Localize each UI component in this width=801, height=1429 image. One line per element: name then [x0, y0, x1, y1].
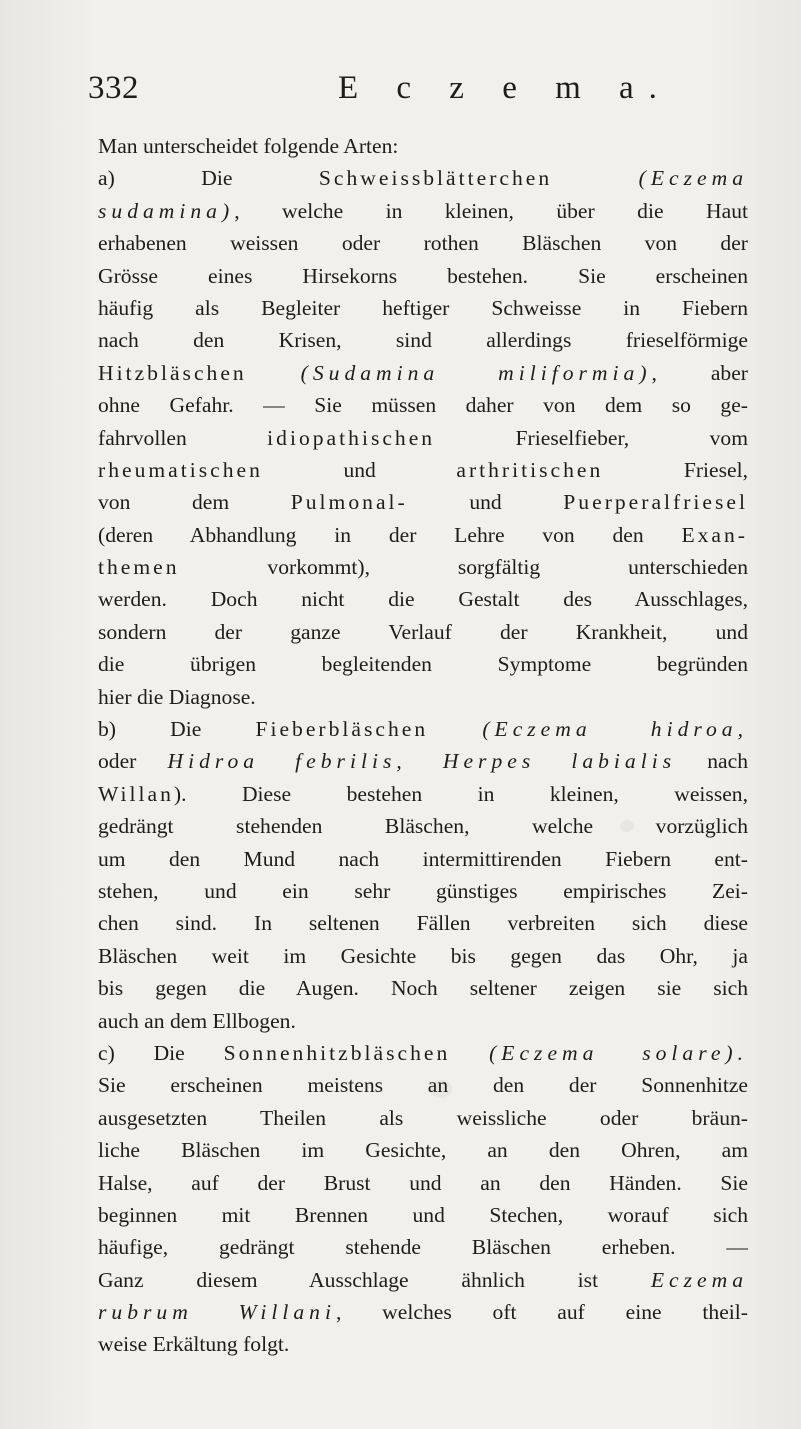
text-line: [98, 389, 748, 421]
text-segment: fahrvollen: [98, 425, 268, 450]
running-title: E c z e m a.: [338, 70, 672, 106]
text-segment: ohne Gefahr. — Sie müssen daher von dem so ge-: [98, 393, 748, 418]
text-line: [98, 972, 748, 1004]
text-segment: Exan-: [681, 522, 748, 547]
text-segment: Eczema: [650, 1267, 748, 1292]
text-segment: (Eczema hidroa,: [482, 717, 748, 742]
text-segment: sudamina): [98, 198, 235, 223]
text-line: [98, 745, 748, 777]
text-segment: von dem: [98, 490, 291, 515]
text-segment: c) Die: [98, 1040, 224, 1065]
text-segment: beginnen mit Brennen und Stechen, worauf sich: [98, 1202, 748, 1227]
text-segment: nach: [676, 749, 748, 774]
text-line: [98, 1199, 748, 1231]
text-segment: Grösse eines Hirsekorns bestehen. Sie erscheinen: [98, 263, 748, 288]
text-line: [98, 1296, 748, 1328]
text-line: [98, 260, 748, 292]
text-segment: themen: [98, 555, 180, 580]
text-segment: Ganz diesem Ausschlage ähnlich ist: [98, 1267, 651, 1292]
text-segment: , welches oft auf eine theil-: [335, 1300, 748, 1325]
text-line: [98, 162, 748, 194]
text-segment: rheumatischen: [98, 457, 263, 482]
text-segment: stehen, und ein sehr günstiges empirisches Zei-: [98, 878, 748, 903]
text-line: [98, 195, 748, 227]
text-line: [98, 422, 748, 454]
text-segment: , aber: [651, 360, 748, 385]
text-segment: Frieselfieber, vom: [435, 425, 749, 450]
text-line: [98, 1069, 748, 1101]
text-line: [98, 681, 748, 713]
text-segment: ausgesetzten Theilen als weissliche oder bräun-: [98, 1105, 748, 1130]
text-segment: Bläschen weit im Gesichte bis gegen das Ohr, ja: [98, 943, 748, 968]
text-line: [98, 907, 748, 939]
text-segment: Hitzbläschen: [98, 360, 247, 385]
text-segment: (deren Abhandlung in der Lehre von den: [98, 522, 682, 547]
text-line: [98, 1167, 748, 1199]
text-segment: Puerperalfriesel: [563, 490, 748, 515]
text-segment: (Eczema: [638, 166, 748, 191]
text-line: [98, 324, 748, 356]
text-segment: Schweissblätterchen: [318, 166, 553, 191]
text-line: [98, 519, 748, 551]
text-segment: [247, 361, 301, 385]
text-segment: gedrängt stehenden Bläschen, welche vorzüglich: [98, 814, 748, 839]
text-segment: erhabenen weissen oder rothen Bläschen von der: [98, 231, 748, 256]
text-segment: , welche in kleinen, über die Haut: [234, 198, 748, 223]
page-number: 332: [88, 70, 139, 106]
text-segment: hier die Diagnose.: [98, 684, 256, 709]
text-line: [98, 1134, 748, 1166]
text-segment: Man unterscheidet folgende Arten:: [98, 134, 399, 158]
text-line: [98, 486, 748, 518]
text-line: [98, 713, 748, 745]
text-segment: nach den Krisen, sind allerdings frieselförmige: [98, 328, 748, 353]
text-segment: und: [407, 490, 564, 515]
text-line: [98, 1102, 748, 1134]
text-line: [98, 551, 748, 583]
text-segment: und: [262, 457, 457, 482]
text-segment: vorkommt), sorgfältig unterschieden: [179, 555, 748, 580]
text-segment: weise Erkältung folgt.: [98, 1332, 290, 1357]
text-segment: oder: [98, 749, 168, 774]
text-segment: häufige, gedrängt stehende Bläschen erheben. —: [98, 1235, 748, 1260]
text-segment: idiopathischen: [267, 425, 436, 450]
text-line: [98, 1005, 748, 1037]
text-segment: ). Diese bestehen in kleinen, weissen,: [173, 781, 748, 806]
text-line: [98, 454, 748, 486]
text-segment: [428, 717, 482, 741]
text-line: [98, 1037, 748, 1069]
text-segment: Sie erscheinen meistens an den der Sonnenhitze: [98, 1073, 748, 1098]
text-segment: Willan: [98, 781, 174, 806]
text-line: [98, 648, 748, 680]
text-segment: a) Die: [98, 166, 319, 191]
text-segment: Friesel,: [603, 457, 748, 482]
text-line: [98, 130, 748, 162]
text-segment: Halse, auf der Brust und an den Händen. Sie: [98, 1170, 748, 1195]
text-segment: auch an dem Ellbogen.: [98, 1008, 296, 1033]
text-segment: rubrum Willani: [98, 1300, 336, 1325]
text-segment: arthritischen: [456, 457, 604, 482]
text-segment: bis gegen die Augen. Noch seltener zeigen sie sich: [98, 976, 748, 1001]
text-segment: werden. Doch nicht die Gestalt des Ausschlages,: [98, 587, 748, 612]
text-segment: chen sind. In seltenen Fällen verbreiten sich diese: [98, 911, 748, 936]
text-segment: liche Bläschen im Gesichte, an den Ohren, am: [98, 1138, 748, 1163]
text-segment: Sonnenhitzbläschen: [223, 1040, 451, 1065]
text-line: [98, 778, 748, 810]
page-header: [88, 70, 748, 114]
text-segment: [552, 166, 638, 190]
text-line: [98, 357, 748, 389]
text-line: [98, 1231, 748, 1263]
text-segment: Hidroa febrilis, Herpes labialis: [167, 749, 677, 774]
text-line: [98, 583, 748, 615]
text-line: [98, 292, 748, 324]
text-line: [98, 1264, 748, 1296]
text-segment: b) Die: [98, 717, 256, 742]
body-text: [98, 130, 748, 1361]
text-line: [98, 810, 748, 842]
text-line: [98, 616, 748, 648]
text-line: [98, 875, 748, 907]
text-segment: (Sudamina miliformia): [300, 360, 652, 385]
text-line: [98, 227, 748, 259]
text-segment: Pulmonal-: [290, 490, 408, 515]
text-segment: die übrigen begleitenden Symptome begründen: [98, 652, 748, 677]
text-line: [98, 940, 748, 972]
text-line: [98, 1328, 748, 1360]
text-segment: (Eczema solare).: [489, 1040, 748, 1065]
text-segment: häufig als Begleiter heftiger Schweisse in Fiebern: [98, 295, 748, 320]
text-segment: um den Mund nach intermittirenden Fiebern ent-: [98, 846, 748, 871]
text-segment: [450, 1041, 489, 1065]
text-line: [98, 843, 748, 875]
text-segment: Fieberbläschen: [255, 717, 429, 742]
text-segment: sondern der ganze Verlauf der Krankheit, und: [98, 619, 748, 644]
